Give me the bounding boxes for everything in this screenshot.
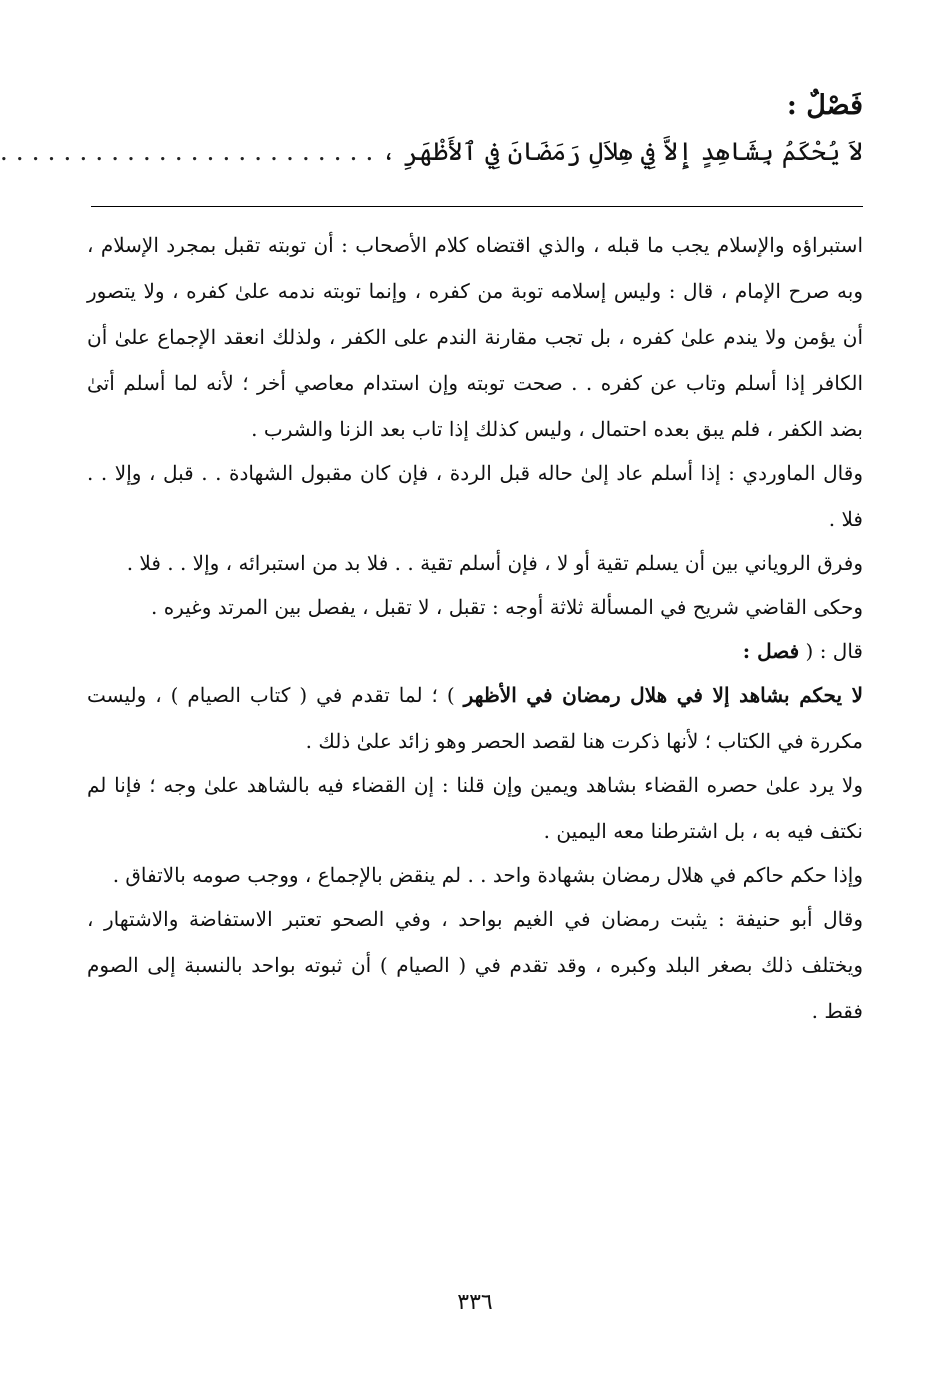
quote-prefix: قال : ( <box>799 639 863 663</box>
matn-text-line <box>0 128 863 176</box>
commentary-paragraph: استبراؤه والإسلام يجب ما قبله ، والذي اقتضاه كلام الأصحاب : أن توبته تقبل بمجرد الإسلام ، وبه صرح الإمام ، قال : وليس إسلامه توبة من كفره ، وإنما توبته ندمه علىٰ كفره ، ولا يتصور أن يؤمن ولا يندم علىٰ كفره ، بل تجب مقارنة الندم على الكفر ، ولذلك انعقد الإجماع علىٰ أن الكافر إذا أسلم وتاب عن كفره . . صحت توبته وإن استدام معاصي أخر ؛ لأنه لما أسلم أتىٰ بضد الكفر ، فلم يبق بعده احتمال ، وليس كذلك إذا تاب بعد الزنا والشرب . <box>87 233 864 441</box>
commentary-paragraph: وحكى القاضي شريح في المسألة ثلاثة أوجه : تقبل ، لا تقبل ، يفصل بين المرتد وغيره . <box>150 595 863 619</box>
commentary-paragraph: وإذا حكم حاكم في هلال رمضان بشهادة واحد . . لم ينقض بالإجماع ، ووجب صومه بالاتفاق . <box>112 863 863 887</box>
commentary-paragraph: ولا يرد علىٰ حصره القضاء بشاهد ويمين وإن قلنا : إن القضاء فيه بالشاهد علىٰ وجه ؛ فإنا لم نكتف فيه به ، بل اشترطنا معه اليمين . <box>87 773 863 843</box>
section-heading: فَصْلٌ : <box>786 90 863 121</box>
quoted-matn: لا يحكم بشاهد إلا في هلال رمضان في الأظهر <box>463 683 863 707</box>
commentary-paragraph: وقال الماوردي : إذا أسلم عاد إلىٰ حاله قبل الردة ، فإن كان مقبول الشهادة . . قبل ، وإلا . . فلا . <box>87 461 863 531</box>
page-number: ٣٣٦ <box>457 1290 493 1315</box>
commentary-text: ) ؛ لما تقدم في ( كتاب الصيام ) ، وليست مكررة في الكتاب ؛ لأنها ذكرت هنا لقصد الحصر وهو زائد علىٰ ذلك . <box>87 683 863 753</box>
book-page <box>1 0 949 1374</box>
separator-rule <box>91 206 863 207</box>
quoted-section-heading: فصل : <box>742 639 800 663</box>
commentary-paragraph: وقال أبو حنيفة : يثبت رمضان في الغيم بواحد ، وفي الصحو تعتبر الاستفاضة والاشتهار ، ويختلف ذلك بصغر البلد وكبره ، وقد تقدم في ( الصيام ) أن ثبوته بواحد بالنسبة إلى الصوم فقط . <box>87 907 863 1023</box>
matn-dots: . . . . . . . . . . . . . . . . . . . . . . . . <box>0 137 374 166</box>
commentary-paragraph: وفرق الروياني بين أن يسلم تقية أو لا ، فإن أسلم تقية . . فلا بد من استبرائه ، وإلا . . فلا . <box>126 551 863 575</box>
matn-text: لاَ يُحْكَمُ بِشَاهِدٍ إِلاَّ فِي هِلاَلِ رَمَضَانَ فِي ٱلأَظْهَرِ ، <box>381 137 863 166</box>
commentary-block <box>87 222 863 1032</box>
commentary-paragraph <box>87 672 863 764</box>
commentary-paragraph <box>87 628 863 674</box>
matn-block <box>0 84 863 176</box>
